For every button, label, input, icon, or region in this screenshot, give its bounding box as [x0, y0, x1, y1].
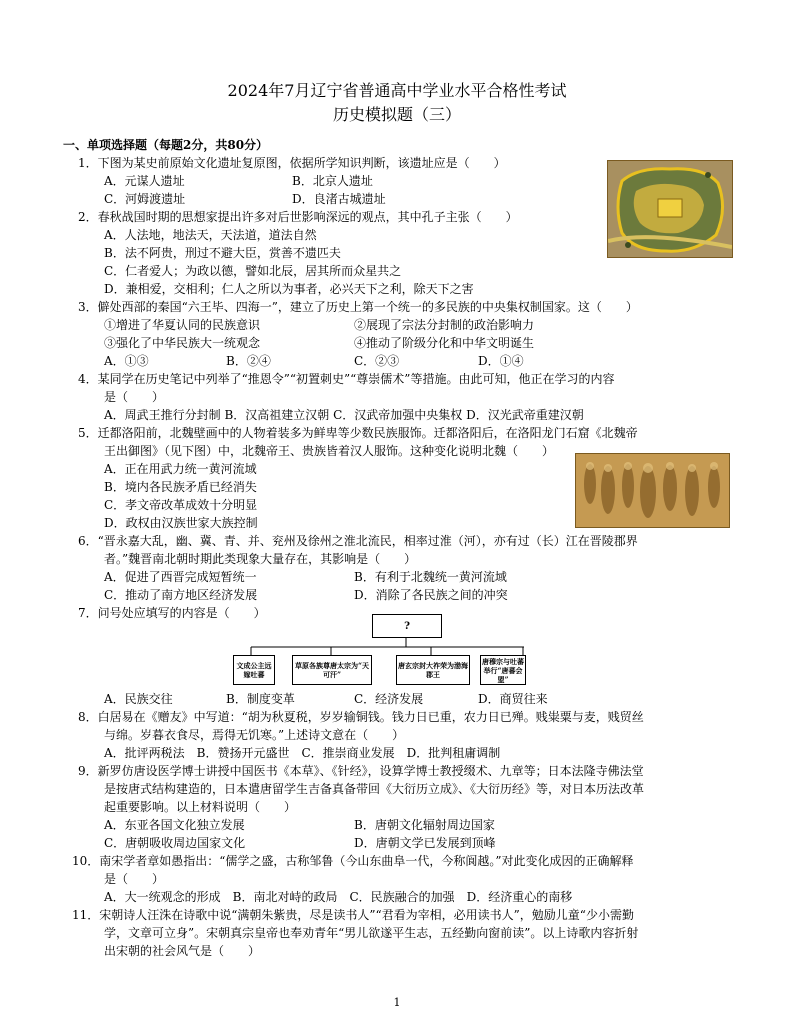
question-1: 1．下图为某史前原始文化遗址复原图，依据所学知识判断，该遗址应是（ ） — [78, 156, 506, 170]
question-11: 11．宋朝诗人汪洙在诗歌中说“满朝朱紫贵，尽是读书人”“君看为宰相，必用读书人”，勉励儿童“少小需勤 — [72, 908, 634, 922]
exam-title: 2024年7月辽宁省普通高中学业水平合格性考试 — [227, 81, 567, 100]
q9-option-b: B．唐朝文化辐射周边国家 — [354, 818, 495, 832]
q1-option-b: B．北京人遗址 — [292, 174, 373, 188]
q10-options: A．大一统观念的形成 B．南北对峙的政局 C．民族融合的加强 D．经济重心的南移 — [104, 890, 573, 904]
q1-option-d: D．良渚古城遗址 — [292, 192, 386, 206]
q8-options: A．批评两税法 B．赞扬开元盛世 C．推崇商业发展 D．批判租庸调制 — [104, 746, 501, 760]
q3-item-3: ③强化了中华民族大一统观念 — [104, 336, 261, 350]
q6-option-b: B．有利于北魏统一黄河流域 — [354, 570, 507, 584]
diagram-top-box: ? — [372, 614, 442, 638]
q6-option-a: A．促进了西晋完成短暂统一 — [104, 570, 257, 584]
q3-option-d: D．①④ — [478, 354, 524, 368]
q5-option-b: B．境内各民族矛盾已经消失 — [104, 480, 257, 494]
diagram-box-4: 唐穆宗与吐蕃举行“唐蕃会盟” — [482, 656, 524, 684]
q7-tree-diagram — [234, 614, 524, 686]
question-5: 5．迁都洛阳前，北魏壁画中的人物着装多为鲜卑等少数民族服饰。迁都洛阳后，在洛阳龙门石窟《北魏帝 — [78, 426, 638, 440]
q6-option-d: D．消除了各民族之间的冲突 — [354, 588, 508, 602]
question-10-cont: 是（ ） — [104, 872, 165, 886]
question-11-cont-1: 学，文章可立身”。宋朝真宗皇帝也奉劝青年“男儿欲遂平生志，五经勤向窗前读”。以上诗歌内容折射 — [104, 926, 639, 940]
question-7: 7．问号处应填写的内容是（ ） — [78, 606, 266, 620]
diagram-box-2: 草原各族尊唐太宗为“天可汗” — [292, 655, 372, 685]
q7-option-a: A．民族交往 — [104, 692, 173, 706]
q7-option-c: C．经济发展 — [354, 692, 424, 706]
question-5-cont: 王出御图》（见下图）中，北魏帝王、贵族皆着汉人服饰。这种变化说明北魏（ ） — [104, 444, 555, 458]
q2-option-d: D．兼相爱，交相利；仁人之所以为事者，必兴天下之利，除天下之害 — [104, 282, 474, 296]
question-10: 10．南宋学者章如愚指出：“儒学之盛，古称邹鲁（今山东曲阜一代，今称阆越。”对此变化成因的正确解释 — [72, 854, 634, 868]
question-3: 3．僻处西部的秦国“六王毕、四海一”，建立了历史上第一个统一的多民族的中央集权制国家。这（ ） — [78, 300, 638, 314]
q2-option-c: C．仁者爱人；为政以德，譬如北辰，居其所而众星共之 — [104, 264, 402, 278]
diagram-box-3: 唐玄宗封大祚荣为渤海郡王 — [396, 655, 470, 685]
question-6: 6．“晋永嘉大乱，幽、冀、青、并、兖州及徐州之淮北流民，相率过淮（河），亦有过（长）江在晋陵郡界 — [78, 534, 638, 548]
section-heading: 一、单项选择题（每题2分，共80分） — [63, 138, 269, 152]
question-4: 4．某同学在历史笔记中列举了“推恩令”“初置刺史”“尊崇儒术”等措施。由此可知，他正在学习的内容 — [78, 372, 615, 386]
question-6-cont: 者。”魏晋南北朝时期此类现象大量存在，其影响是（ ） — [104, 552, 417, 566]
q2-option-a: A．人法地，地法天，天法道，道法自然 — [104, 228, 317, 242]
q6-option-c: C．推动了南方地区经济发展 — [104, 588, 258, 602]
q3-item-4: ④推动了阶级分化和中华文明诞生 — [354, 336, 535, 350]
q1-option-c: C．河姆渡遗址 — [104, 192, 186, 206]
northern-wei-relief-image — [575, 453, 730, 528]
diagram-box-1: 文成公主远嫁吐蕃 — [233, 655, 275, 685]
question-9-cont-2: 起重要影响。以上材料说明（ ） — [104, 800, 297, 814]
q3-item-1: ①增进了华夏认同的民族意识 — [104, 318, 261, 332]
q5-option-a: A．正在用武力统一黄河流域 — [104, 462, 257, 476]
exam-subtitle: 历史模拟题（三） — [332, 105, 461, 124]
question-9: 9．新罗仿唐设医学博士讲授中国医书《本草》、《针经》，设算学博士教授缀术、九章等；日本法隆寺佛法堂 — [78, 764, 644, 778]
q5-option-c: C．孝文帝改革成效十分明显 — [104, 498, 258, 512]
page-number: 1 — [393, 996, 401, 1009]
q3-option-b: B．②④ — [226, 354, 271, 368]
q5-option-d: D．政权由汉族世家大族控制 — [104, 516, 258, 530]
question-4-cont: 是（ ） — [104, 390, 165, 404]
q3-option-c: C．②③ — [354, 354, 400, 368]
question-2: 2．春秋战国时期的思想家提出许多对后世影响深远的观点，其中孔子主张（ ） — [78, 210, 518, 224]
question-8-cont: 与绵。岁暮衣食尽，焉得无饥寒。”上述诗文意在（ ） — [104, 728, 405, 742]
question-11-cont-2: 出宋朝的社会风气是（ ） — [104, 944, 261, 958]
q7-option-b: B．制度变革 — [226, 692, 295, 706]
q4-options: A．周武王推行分封制 B．汉高祖建立汉朝 C．汉武帝加强中央集权 D．汉光武帝重建汉朝 — [104, 408, 584, 422]
q3-option-a: A．①③ — [104, 354, 149, 368]
site-reconstruction-image — [607, 160, 733, 258]
question-9-cont-1: 是按唐式结构建造的，日本遣唐留学生吉备真备带回《大衍历立成》、《大衍历经》等，对日本历法改革 — [104, 782, 645, 796]
q2-option-b: B．法不阿贵，刑过不避大臣，赏善不遗匹夫 — [104, 246, 341, 260]
q1-option-a: A．元谋人遗址 — [104, 174, 185, 188]
q3-item-2: ②展现了宗法分封制的政治影响力 — [354, 318, 535, 332]
q9-option-c: C．唐朝吸收周边国家文化 — [104, 836, 246, 850]
q9-option-a: A．东亚各国文化独立发展 — [104, 818, 245, 832]
q7-option-d: D．商贸往来 — [478, 692, 548, 706]
q9-option-d: D．唐朝文学已发展到顶峰 — [354, 836, 496, 850]
question-8: 8．白居易在《赠友》中写道：“胡为秋夏税，岁岁输铜钱。钱力日已重，农力日已殚。贱粜粟与麦，贱贸丝 — [78, 710, 644, 724]
